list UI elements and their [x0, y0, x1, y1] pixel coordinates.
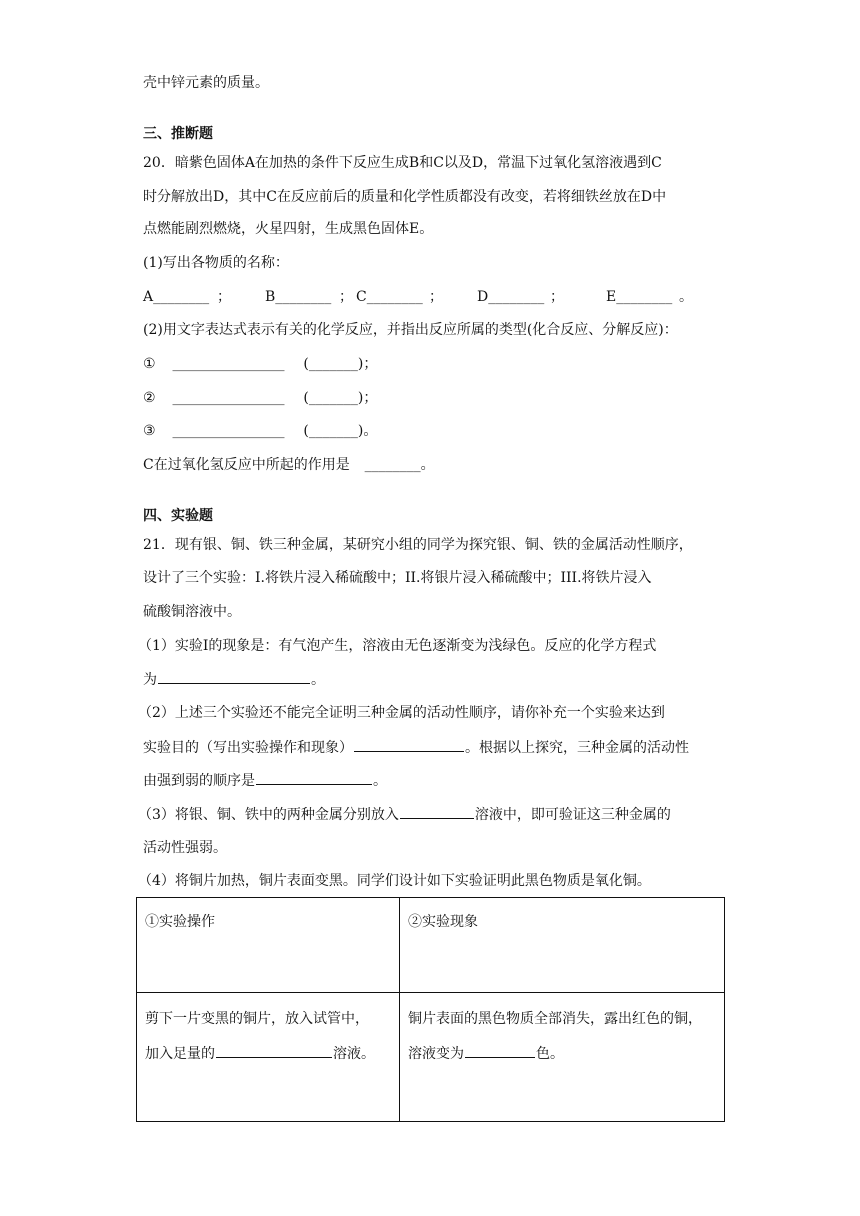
equation-2-blank[interactable]: ________________ — [172, 390, 285, 406]
phenomenon-line2: 溶液变为 色。 — [408, 1043, 716, 1064]
equation-2 — [143, 388, 377, 408]
equation-3-number: ③ — [143, 423, 156, 439]
supplement-experiment-blank[interactable] — [354, 737, 464, 752]
table-header-row — [137, 898, 725, 993]
name-sep-2: ； — [339, 289, 353, 305]
reagent-blank[interactable] — [216, 1043, 332, 1058]
section4-heading: 四、实验题 — [143, 508, 213, 524]
name-sep-4: ； — [550, 289, 564, 305]
name-blank-e[interactable]: E________ — [606, 289, 673, 305]
equation-1-blank[interactable]: ________________ — [172, 356, 285, 372]
name-end: 。 — [679, 289, 693, 305]
cell-operation — [137, 993, 400, 1122]
table-row — [137, 993, 725, 1122]
name-sep-1: ； — [217, 289, 231, 305]
q21-part3-suffix: 溶液中，即可验证这三种金属的 — [474, 807, 671, 823]
q21-part2-order-prefix: 由强到弱的顺序是 — [143, 773, 255, 789]
experiment-table — [136, 897, 725, 1122]
q21-part3-prefix: （3）将银、铜、铁中的两种金属分别放入 — [138, 807, 399, 823]
solution-blank[interactable] — [400, 804, 474, 819]
catalyst-role-text: C在过氧化氢反应中所起的作用是 — [143, 457, 350, 473]
q20-part2: (2)用文字表达式表示有关的化学反应，并指出反应所属的类型(化合反应、分解反应)： — [143, 322, 678, 338]
equation-3 — [143, 421, 377, 441]
q21-stem-line1: 21．现有银、铜、铁三种金属，某研究小组的同学为探究银、铜、铁的金属活动性顺序， — [143, 537, 693, 553]
equation-1-end: ； — [363, 356, 378, 372]
q21-part4: （4）将铜片加热，铜片表面变黑。同学们设计如下实验证明此黑色物质是氧化铜。 — [138, 873, 651, 889]
catalyst-role-blank[interactable]: ________ — [364, 457, 421, 473]
q21-part1-line1: （1）实验I的现象是：有气泡产生，溶液由无色逐渐变为浅绿色。反应的化学方程式 — [138, 638, 657, 654]
catalyst-role-end: 。 — [420, 457, 435, 473]
q21-part2-prefix: 实验目的（写出实验操作和现象） — [143, 740, 353, 756]
header-operation: ①实验操作 — [137, 898, 400, 993]
activity-order-blank[interactable] — [256, 770, 372, 785]
catalyst-role-line — [143, 455, 435, 475]
equation-2-number: ② — [143, 390, 156, 406]
q21-stem-line3: 硫酸铜溶液中。 — [143, 604, 241, 620]
q21-part3-line2: 活动性强弱。 — [143, 840, 227, 856]
q20-stem-line3: 点燃能剧烈燃烧，火星四射，生成黑色固体E。 — [143, 221, 434, 237]
q21-part2-line3 — [143, 770, 387, 791]
q20-part1: (1)写出各物质的名称： — [143, 255, 289, 271]
equation-1-type-blank[interactable]: (_______) — [303, 356, 364, 372]
phenomenon-line1: 铜片表面的黑色物质全部消失，露出红色的铜， — [408, 1011, 702, 1027]
equation-2-end: ； — [363, 390, 378, 406]
operation-line1: 剪下一片变黑的铜片，放入试管中， — [145, 1011, 369, 1027]
equation-3-type-blank[interactable]: (_______) — [303, 423, 364, 439]
header-phenomenon: ②实验现象 — [400, 898, 725, 993]
equation-answer-blank[interactable] — [158, 669, 310, 684]
q21-part2-order-end: 。 — [373, 773, 387, 789]
q21-part2-suffix: 。根据以上探究，三种金属的活动性 — [465, 740, 689, 756]
operation-line2: 加入足量的 溶液。 — [145, 1043, 391, 1064]
q21-part1-prefix: 为 — [143, 672, 157, 688]
q20-stem-line1: 20．暗紫色固体A在加热的条件下反应生成B和C以及D，常温下过氧化氢溶液遇到C — [143, 155, 662, 171]
equation-1-number: ① — [143, 356, 156, 372]
name-blank-b[interactable]: B________ — [265, 289, 332, 305]
name-sep-3: ； — [429, 289, 443, 305]
equation-3-blank[interactable]: ________________ — [172, 423, 285, 439]
q21-stem-line2: 设计了三个实验：I.将铁片浸入稀硫酸中；II.将银片浸入稀硫酸中；III.将铁片浸入 — [143, 570, 652, 586]
equation-2-type-blank[interactable]: (_______) — [303, 390, 364, 406]
equation-1 — [143, 354, 377, 374]
q21-part2-line2 — [143, 737, 689, 758]
section3-heading: 三、推断题 — [143, 126, 213, 142]
q20-stem-line2: 时分解放出D，其中C在反应前后的质量和化学性质都没有改变，若将细铁丝放在D中 — [143, 189, 667, 205]
color-blank[interactable] — [465, 1043, 535, 1058]
cell-phenomenon — [400, 993, 725, 1122]
name-blank-d[interactable]: D________ — [477, 289, 545, 305]
q19-tail: 壳中锌元素的质量。 — [143, 75, 269, 91]
q21-part1-line2 — [143, 669, 325, 690]
q21-part1-end: 。 — [311, 672, 325, 688]
q21-part2-line1: （2）上述三个实验还不能完全证明三种金属的活动性顺序，请你补充一个实验来达到 — [138, 705, 665, 721]
name-blank-c[interactable]: C________ — [356, 289, 423, 305]
equation-3-end: 。 — [363, 423, 378, 439]
q21-part3-line1 — [138, 804, 671, 825]
name-blank-a[interactable]: A________ — [143, 289, 210, 305]
